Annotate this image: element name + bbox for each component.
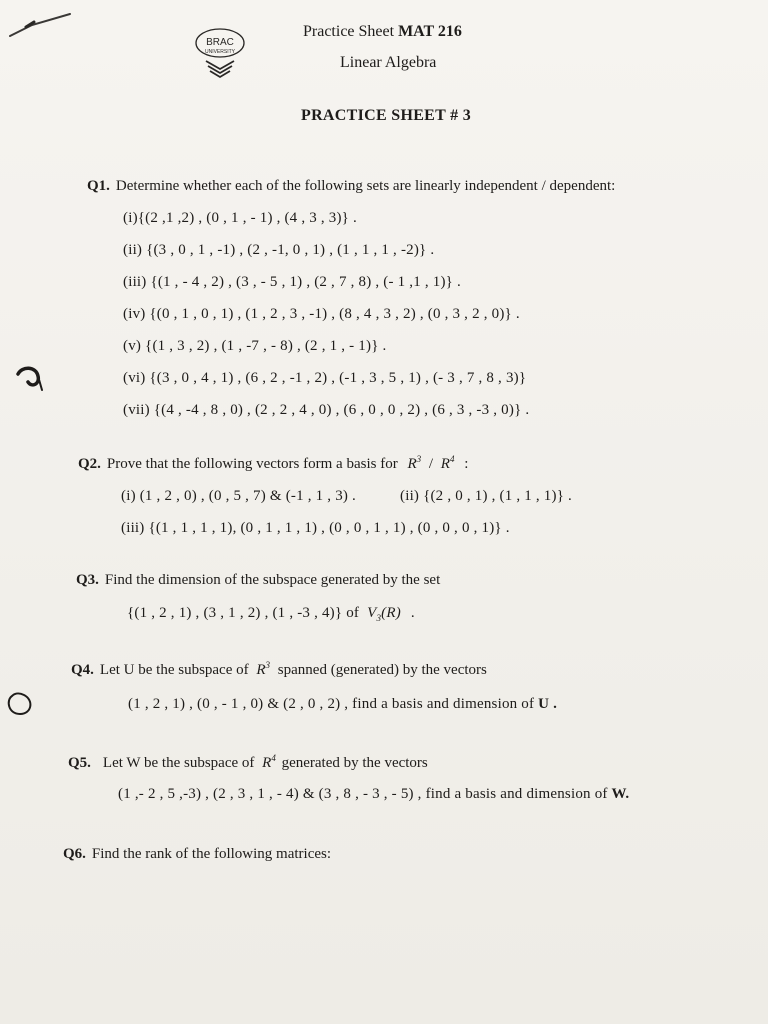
header-title: Practice Sheet MAT 216 xyxy=(303,23,462,40)
q2-item-ii: (ii) {(2 , 0 , 1) , (1 , 1 , 1)} . xyxy=(400,488,573,504)
q1-item-vii: (vii) {(4 , -4 , 8 , 0) , (2 , 2 , 4 , 0) , (6 , 0 , 0 , 2) , (6 , 3 , -3 , 0)} . xyxy=(123,402,530,418)
q1-item-i: (i){(2 ,1 ,2) , (0 , 1 , - 1) , (4 , 3 , 3)} . xyxy=(123,210,357,226)
question-4-heading: Q4. Let U be the subspace of $R^3$ spanned (generated) by the vectors xyxy=(71,660,487,678)
question-3-heading: Q3. Find the dimension of the subspace generated by the set xyxy=(76,572,441,588)
handwritten-mark-icon xyxy=(14,364,48,394)
brac-university-logo xyxy=(194,27,246,83)
q1-item-vi: (vi) {(3 , 0 , 4 , 1) , (6 , 2 , -1 , 2) , (-1 , 3 , 5 , 1) , (- 3 , 7 , 8 , 3)} xyxy=(123,370,527,386)
q1-item-v: (v) {(1 , 3 , 2) , (1 , -7 , - 8) , (2 , 1 , - 1)} . xyxy=(123,338,387,354)
question-6-heading: Q6. Find the rank of the following matrices: xyxy=(63,846,332,862)
question-1-heading: Q1. Determine whether each of the following sets are linearly independent / dependent: xyxy=(87,178,616,194)
q5-line-2: (1 ,- 2 , 5 ,-3) , (2 , 3 , 1 , - 4) & (3 , 8 , - 3 , - 5) , find a basis and dimension of W. xyxy=(118,786,630,802)
pen-mark-icon xyxy=(4,8,74,40)
handwritten-circle-icon xyxy=(4,690,36,718)
svg-text:UNIVERSITY: UNIVERSITY xyxy=(204,49,236,55)
question-5-heading: Q5. Let W be the subspace of $R^4$ generated by the vectors xyxy=(68,753,428,771)
q1-item-iv: (iv) {(0 , 1 , 0 , 1) , (1 , 2 , 3 , -1) , (8 , 4 , 3 , 2) , (0 , 3 , 2 , 0)} . xyxy=(123,306,520,322)
header-subtitle: Linear Algebra xyxy=(340,54,437,71)
sheet-title: PRACTICE SHEET # 3 xyxy=(301,107,472,124)
q3-set: {(1 , 2 , 1) , (3 , 1 , 2) , (1 , -3 , 4)} of $V_3(R)$ . xyxy=(127,605,415,623)
svg-text:BRAC: BRAC xyxy=(206,37,234,48)
q1-item-iii: (iii) {(1 , - 4 , 2) , (3 , - 5 , 1) , (2 , 7 , 8) , (- 1 ,1 , 1)} . xyxy=(123,274,461,290)
question-2-heading: Q2. Prove that the following vectors form a basis for $R^3 / R^4$ : xyxy=(78,454,469,472)
q4-line-2: (1 , 2 , 1) , (0 , - 1 , 0) & (2 , 0 , 2) , find a basis and dimension of U . xyxy=(128,696,558,712)
q1-item-ii: (ii) {(3 , 0 , 1 , -1) , (2 , -1, 0 , 1) , (1 , 1 , 1 , -2)} . xyxy=(123,242,435,258)
q2-item-iii: (iii) {(1 , 1 , 1 , 1), (0 , 1 , 1 , 1) , (0 , 0 , 1 , 1) , (0 , 0 , 0 , 1)} . xyxy=(121,520,510,536)
q2-item-i: (i) (1 , 2 , 0) , (0 , 5 , 7) & (-1 , 1 , 3) . xyxy=(121,488,356,504)
